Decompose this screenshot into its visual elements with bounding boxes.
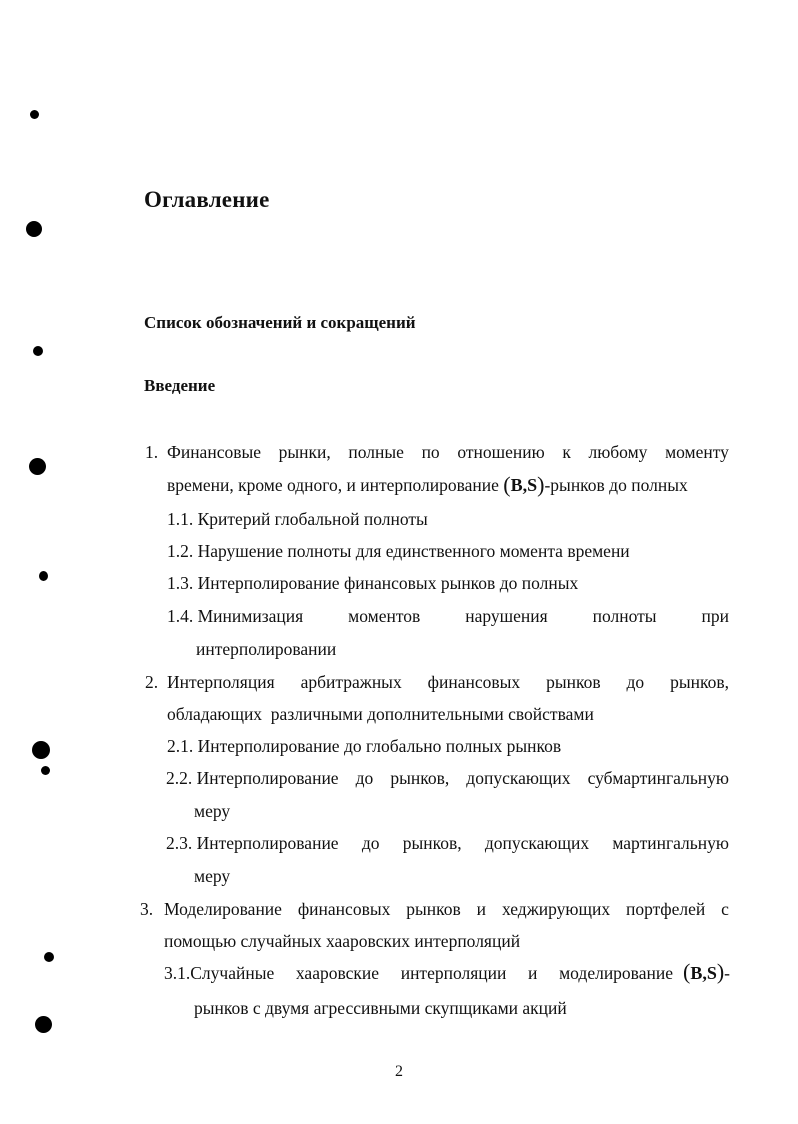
toc-section-1-3: 1.3. Интерполирование финансовых рынков до полных <box>167 573 579 593</box>
toc-section-3-1-line-1: 3.1.Случайные хааровские интерполяции и моделирование ( B,S ) - <box>164 959 730 984</box>
toc-chapter-number: 1. <box>145 442 159 462</box>
toc-section-1-4-line-2: интерполировании <box>196 639 337 659</box>
toc-section-2-3-line-1: 2.3. Интерполирование до рынков, допускающих мартингальную <box>166 833 729 853</box>
toc-section-2-2-line-1: 2.2. Интерполирование до рынков, допускающих субмартингальную <box>166 768 729 788</box>
toc-chapter-3-line-2: помощью случайных хааровских интерполяций <box>164 931 521 951</box>
toc-section-1-2: 1.2. Нарушение полноты для единственного момента времени <box>167 541 630 561</box>
toc-chapter-1-line-2: времени, кроме одного, и интерполирование (B,S)-рынков до полных <box>167 472 688 497</box>
scan-dot <box>30 110 39 119</box>
toc-section-2-1: 2.1. Интерполирование до глобально полных рынков <box>167 736 562 756</box>
scan-dot <box>33 346 43 356</box>
toc-chapter-2-line-1: Интерполяция арбитражных финансовых рынков до рынков, <box>167 672 729 692</box>
toc-heading-introduction: Введение <box>144 376 216 395</box>
toc-chapter-2-line-2: обладающих различными дополнительными свойствами <box>167 704 594 724</box>
toc-section-1-4-line-1: 1.4. Минимизация моментов нарушения полноты при <box>167 606 729 626</box>
toc-chapter-1-line-1: Финансовые рынки, полные по отношению к любому моменту <box>167 442 729 462</box>
toc-heading-abbreviations: Список обозначений и сокращений <box>144 313 416 332</box>
toc-section-2-2-line-2: меру <box>194 801 231 821</box>
scan-dot <box>32 741 50 759</box>
toc-chapter-number: 2. <box>145 672 159 692</box>
scan-dot <box>41 766 50 775</box>
bs-market-symbol: B,S <box>510 475 538 495</box>
toc-chapter-number: 3. <box>140 899 154 919</box>
toc-section-1-1: 1.1. Критерий глобальной полноты <box>167 509 428 529</box>
scan-dot <box>35 1016 52 1033</box>
toc-section-3-1-line-2: рынков с двумя агрессивными скупщиками акций <box>194 998 567 1018</box>
toc-section-2-3-line-2: меру <box>194 866 231 886</box>
scan-dot <box>26 221 42 237</box>
page-title: Оглавление <box>144 187 270 212</box>
scan-dot <box>29 458 46 475</box>
scan-dot <box>39 571 48 581</box>
bs-market-symbol: B,S <box>690 963 717 983</box>
page-number: 2 <box>395 1063 403 1080</box>
scan-dot <box>44 952 54 962</box>
toc-chapter-3-line-1: Моделирование финансовых рынков и хеджирующих портфелей с <box>164 899 729 919</box>
